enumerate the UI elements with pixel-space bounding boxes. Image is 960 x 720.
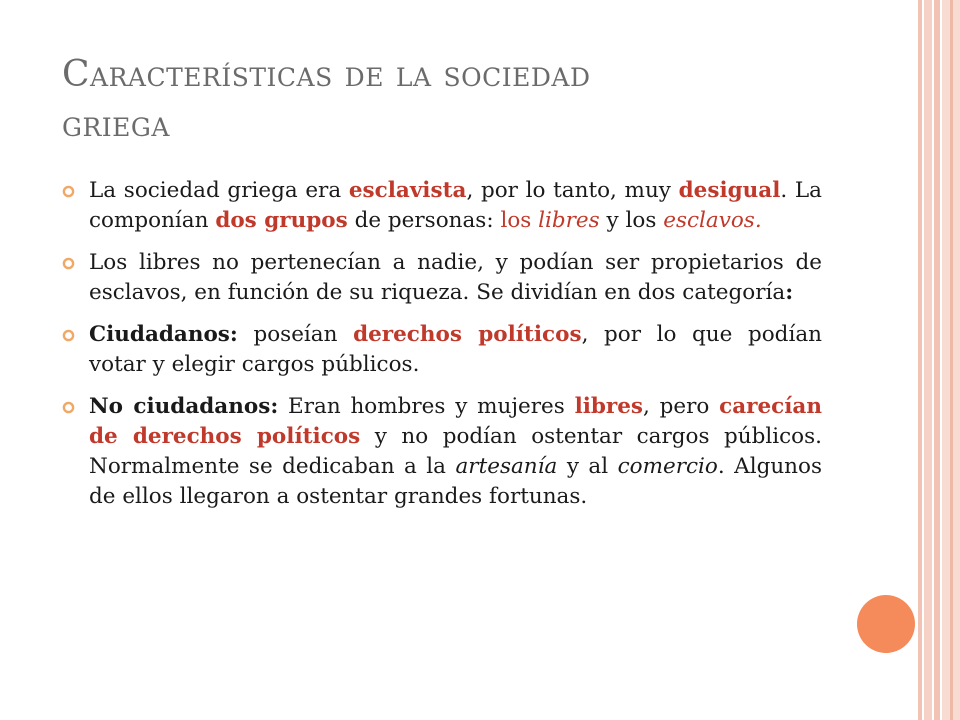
- bullet-item: [62, 176, 822, 236]
- bullet-text-run: Los libres no pertenecían a nadie, y podían ser propietarios de esclavos, en función de su riqueza. Se dividían en dos categoría: [89, 250, 822, 305]
- open-circle-bullet-icon: [62, 257, 75, 270]
- bullet-text-run: esclavos.: [663, 208, 762, 233]
- decorative-stripe: [924, 0, 932, 720]
- decorative-stripe: [934, 0, 940, 720]
- bullet-item: [62, 392, 822, 512]
- bullet-text-run: . Algunos de ellos llegaron a ostentar grandes fortunas.: [89, 454, 823, 509]
- bullet-text-run: poseían: [237, 322, 354, 347]
- bullet-text-run: No ciudadanos:: [89, 394, 279, 419]
- bullet-text-run: Ciudadanos:: [89, 322, 238, 347]
- bullet-text-run: :: [785, 280, 794, 305]
- bullet-text-run: , pero: [643, 394, 720, 419]
- bullet-text-run: artesanía: [455, 454, 558, 479]
- bullet-text-run: de personas:: [347, 208, 501, 233]
- bullet-text-run: libres: [574, 394, 644, 419]
- decorative-stripe: [950, 0, 953, 720]
- bullet-text-run: los: [500, 208, 539, 233]
- bullet-text-run: Eran hombres y mujeres: [278, 394, 575, 419]
- bullet-text-run: libres: [538, 208, 600, 233]
- open-circle-bullet-icon: [62, 329, 75, 342]
- bullet-text-run: , por lo que podían votar y elegir cargos públicos.: [89, 322, 822, 377]
- slide-title-line: griega: [62, 104, 170, 145]
- bullet-text-run: comercio: [617, 454, 718, 479]
- slide-title: [62, 50, 882, 150]
- decorative-stripe: [918, 0, 922, 720]
- bullet-text-run: derechos políticos: [353, 322, 582, 347]
- bullet-text-run: La sociedad griega era: [89, 178, 349, 203]
- bullet-text-run: esclavista: [348, 178, 467, 203]
- bullet-item: [62, 320, 822, 380]
- open-circle-bullet-icon: [62, 401, 75, 414]
- bullet-text-run: y al: [557, 454, 618, 479]
- slide-title-line: Características de la sociedad: [62, 54, 591, 95]
- bullet-text-run: . La componían: [89, 178, 822, 233]
- decorative-circle: [857, 595, 915, 653]
- bullet-text-run: y los: [599, 208, 664, 233]
- open-circle-bullet-icon: [62, 185, 75, 198]
- bullet-text-run: , por lo tanto, muy: [466, 178, 679, 203]
- bullet-text-run: y no podían ostentar cargos públicos. Normalmente se dedicaban a la: [89, 424, 822, 479]
- bullet-list: [62, 176, 822, 524]
- bullet-item: [62, 248, 822, 308]
- bullet-text-run: carecían de derechos políticos: [89, 394, 822, 449]
- bullet-text-run: desigual: [678, 178, 781, 203]
- bullet-text-run: dos grupos: [215, 208, 348, 233]
